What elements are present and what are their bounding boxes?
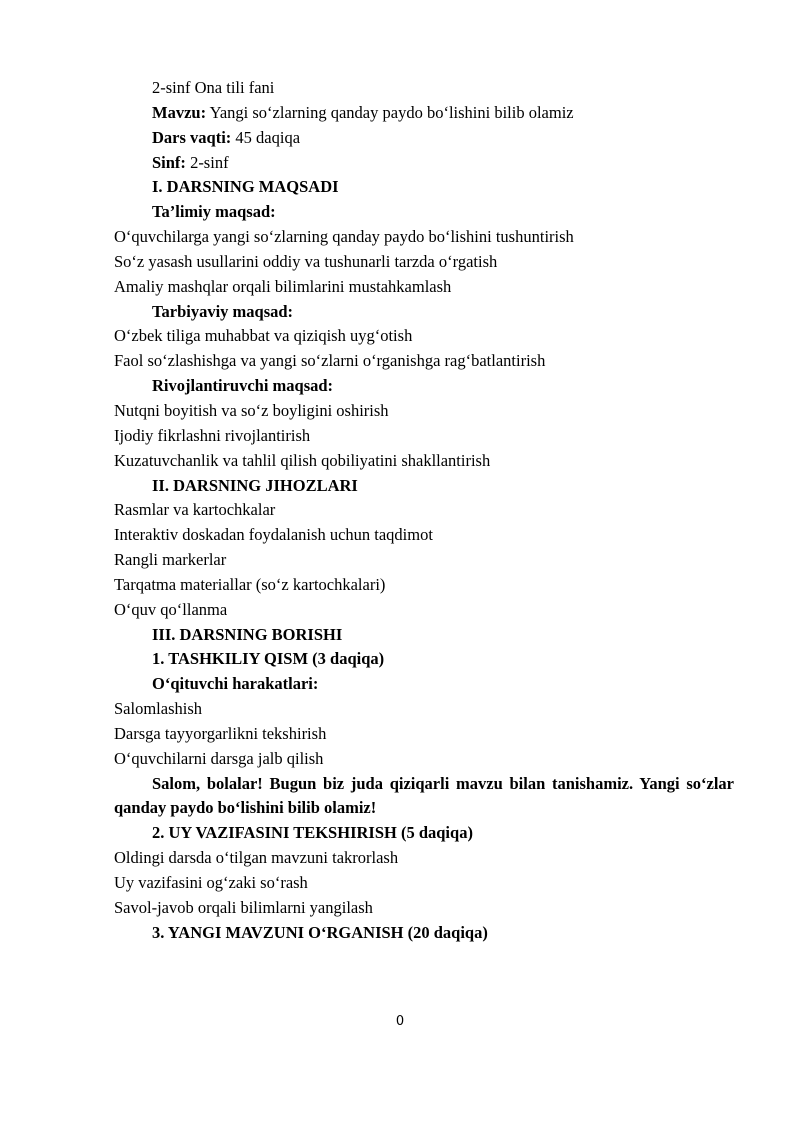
subheading-developmental-goal: Rivojlantiruvchi maqsad: [152, 376, 334, 396]
duration-line [114, 126, 734, 151]
list-item: Faol so‘zlashishga va yangi so‘zlarni o‘rganishga rag‘batlantirish [114, 351, 546, 371]
topic-value: Yangi so‘zlarning qanday paydo bo‘lishini bilib olamiz [206, 102, 574, 122]
list-item: O‘quvchilarga yangi so‘zlarning qanday paydo bo‘lishini tushuntirish [114, 227, 574, 247]
list-item: Oldingi darsda o‘tilgan mavzuni takrorlash [114, 848, 399, 868]
section-heading-goals: I. DARSNING MAQSADI [152, 177, 339, 197]
list-item: Interaktiv doskadan foydalanish uchun taqdimot [114, 525, 433, 545]
list-item: Darsga tayyorgarlikni tekshirish [114, 723, 327, 743]
duration-value: 45 daqiqa [231, 127, 301, 147]
subheading-educational-goal: Ta’limiy maqsad: [152, 202, 276, 222]
section-heading-equipment: II. DARSNING JIHOZLARI [152, 475, 358, 495]
topic-line [114, 101, 734, 126]
list-item: O‘quv qo‘llanma [114, 599, 228, 619]
list-item: Amaliy mashqlar orqali bilimlarini mustahkamlash [114, 276, 452, 296]
list-item: O‘quvchilarni darsga jalb qilish [114, 748, 324, 768]
list-item: O‘zbek tiliga muhabbat va qiziqish uyg‘otish [114, 326, 413, 346]
page-number: 0 [395, 1014, 405, 1029]
subheading-homework-check: 2. UY VAZIFASINI TEKSHIRISH (5 daqiqa) [152, 823, 473, 843]
grade-line [114, 151, 734, 176]
list-item: Tarqatma materiallar (so‘z kartochkalari) [114, 574, 386, 594]
list-item: Savol-javob orqali bilimlarni yangilash [114, 897, 373, 917]
list-item: Rasmlar va kartochkalar [114, 500, 276, 520]
document-page [114, 76, 734, 946]
subheading-teacher-actions: O‘qituvchi harakatlari: [152, 674, 319, 694]
teacher-greeting-paragraph: Salom, bolalar! Bugun biz juda qiziqarli mavzu bilan tanishamiz. Yangi so‘zlar qanday paydo bo‘lishini bilib olamiz! [114, 773, 734, 818]
duration-label: Dars vaqti: [152, 127, 232, 147]
subheading-organizational-part: 1. TASHKILIY QISM (3 daqiqa) [152, 649, 385, 669]
list-item: Uy vazifasini og‘zaki so‘rash [114, 873, 308, 892]
list-item: Kuzatuvchanlik va tahlil qilish qobiliyatini shakllantirish [114, 450, 491, 470]
subheading-upbringing-goal: Tarbiyaviy maqsad: [152, 301, 294, 321]
list-item: Ijodiy fikrlashni rivojlantirish [114, 425, 311, 445]
subheading-new-topic: 3. YANGI MAVZUNI O‘RGANISH (20 daqiqa) [152, 922, 488, 942]
topic-label: Mavzu: [152, 102, 207, 122]
grade-label: Sinf: [152, 152, 186, 172]
list-item: Nutqni boyitish va so‘z boyligini oshirish [114, 400, 389, 420]
subject-line: 2-sinf Ona tili fani [152, 78, 275, 97]
list-item: Salomlashish [114, 699, 203, 719]
list-item: So‘z yasash usullarini oddiy va tushunarli tarzda o‘rgatish [114, 251, 498, 271]
section-heading-lesson-flow: III. DARSNING BORISHI [152, 624, 343, 644]
grade-value: 2-sinf [185, 152, 229, 172]
list-item: Rangli markerlar [114, 550, 227, 570]
